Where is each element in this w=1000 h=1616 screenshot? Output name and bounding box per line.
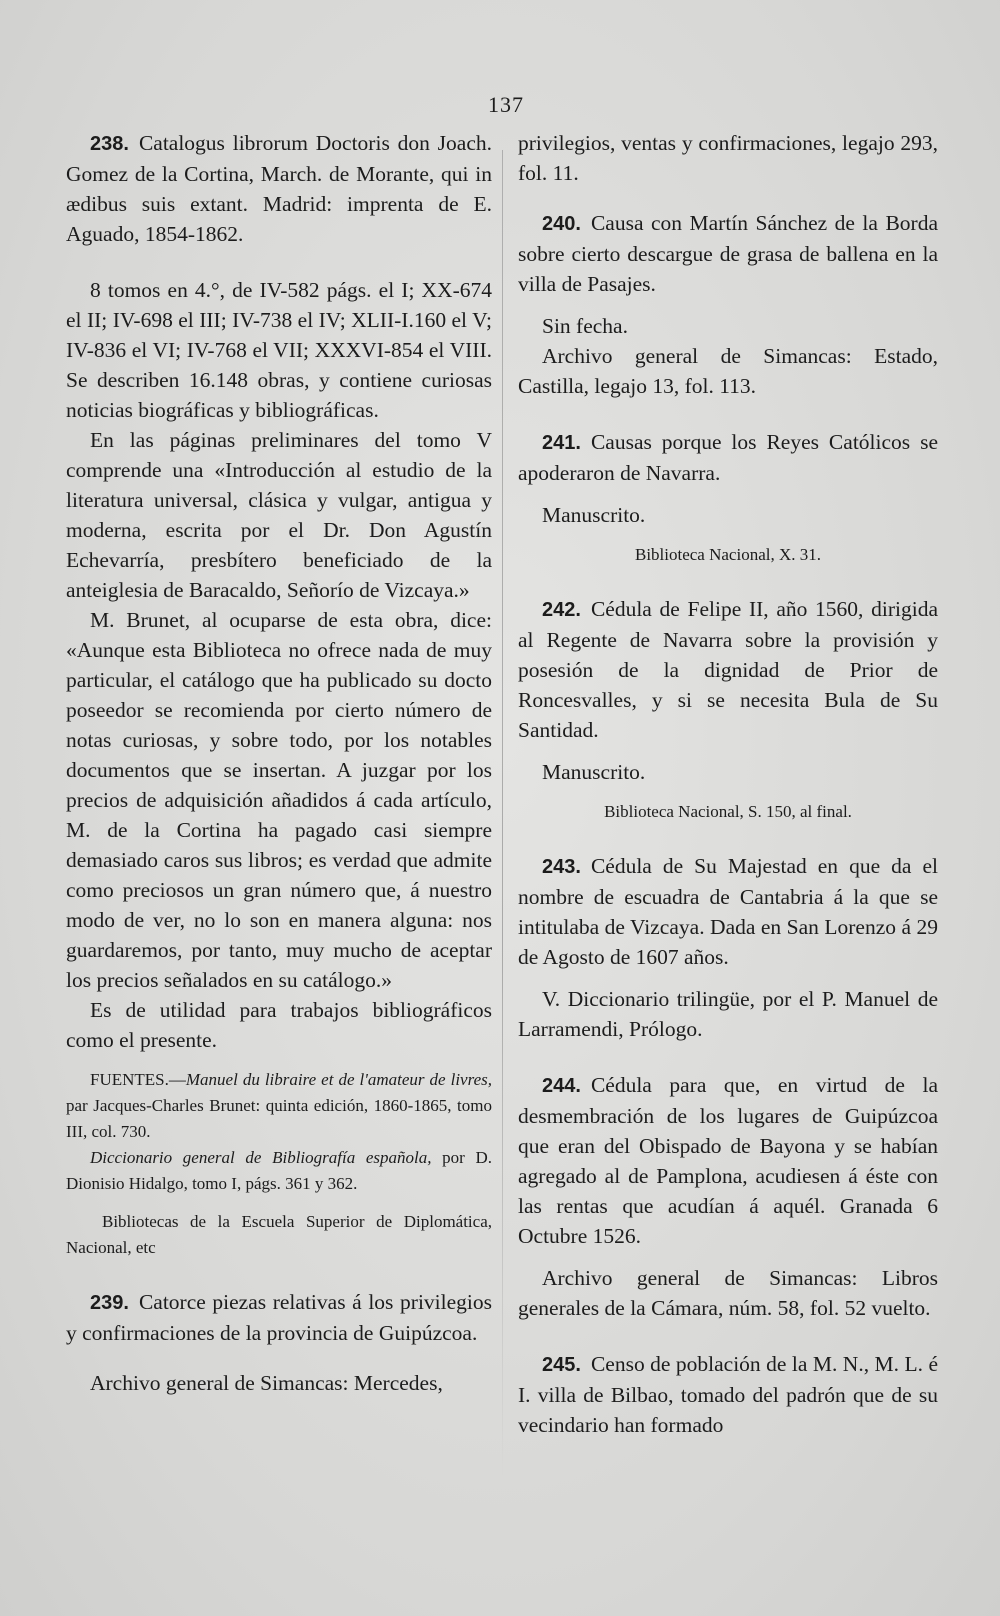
left-column xyxy=(66,128,492,1398)
entry-244-title xyxy=(518,1070,938,1251)
entry-239-archive-continued: privilegios, ventas y confirmaciones, legajo 293, fol. 11. xyxy=(518,131,938,185)
entry-242-location: Biblioteca Nacional, S. 150, al final. xyxy=(604,802,852,821)
entry-239-title xyxy=(66,1287,492,1348)
entry-number: 239. xyxy=(90,1292,129,1314)
entry-title: Causas porque los Reyes Católicos se apoderaron de Navarra. xyxy=(518,430,938,485)
entry-number: 244. xyxy=(542,1075,581,1097)
entry-number: 241. xyxy=(542,432,581,454)
entry-number: 245. xyxy=(542,1354,581,1376)
entry-241-title xyxy=(518,427,938,488)
entry-238-utility-note: Es de utilidad para trabajos bibliográficos como el presente. xyxy=(66,998,492,1052)
entry-title: Catalogus librorum Doctoris don Joach. Gomez de la Cortina, March. de Morante, qui in ædibus suis extant. Madrid: imprenta de E. Aguado, 1854-1862. xyxy=(66,131,492,246)
entry-238-brunet-quote: M. Brunet, al ocuparse de esta obra, dice: «Aunque esta Biblioteca no ofrece nada de muy particular, el catálogo que ha publicado su docto poseedor se recomienda por cierto número de notas curiosas, y sobre todo, por los notables documentos que se insertan. A juzgar por los precios de adquisición añadidos á cada artículo, M. de la Cortina ha pagado casi siempre demasiado caros sus libros; es verdad que admite como preciosos un gran número que, á nuestro modo de ver, no lo son en manera alguna: nos guardaremos, por tanto, muy mucho de aceptar los precios señalados en su catálogo.» xyxy=(66,608,492,992)
entry-238-title xyxy=(66,128,492,249)
entry-240-title xyxy=(518,208,938,299)
entry-242-title xyxy=(518,594,938,745)
entry-243-reference: V. Diccionario trilingüe, por el P. Manuel de Larramendi, Prólogo. xyxy=(518,987,938,1041)
entry-238-location: Bibliotecas de la Escuela Superior de Diplomática, Nacional, etc xyxy=(66,1212,492,1257)
entry-241-location: Biblioteca Nacional, X. 31. xyxy=(634,545,821,564)
sources-1: FUENTES.—Manuel du libraire et de l'amateur de livres, par Jacques-Charles Brunet: quinta edición, 1860-1865, tomo III, col. 730. xyxy=(66,1070,492,1141)
entry-238-introduction-note: En las páginas preliminares del tomo V comprende una «Introducción al estudio de la literatura universal, clásica y vulgar, antigua y moderna, escrita por el Dr. Don Agustín Echevarría, presbítero beneficiado de la anteiglesia de Baracaldo, Señorío de Vizcaya.» xyxy=(66,428,492,602)
entry-239-archive: Archivo general de Simancas: Mercedes, xyxy=(90,1371,443,1395)
page-number: 137 xyxy=(488,92,524,117)
entry-244-archive: Archivo general de Simancas: Libros generales de la Cámara, núm. 58, fol. 52 vuelto. xyxy=(518,1266,938,1320)
entry-title: Cédula de Felipe II, año 1560, dirigida al Regente de Navarra sobre la provisión y posesión de la dignidad de Prior de Roncesvalles, y si se necesita Bula de Su Santidad. xyxy=(518,597,938,742)
entry-238-description: 8 tomos en 4.°, de IV-582 págs. el I; XX-674 el II; IV-698 el III; IV-738 el IV; XLII-I.160 el V; IV-836 el VI; IV-768 el VII; XXXVI-854 el VIII. Se describen 16.148 obras, y contiene curiosas noticias biográficas y bibliográficas. xyxy=(66,278,492,422)
entry-title: Cédula para que, en virtud de la desmembración de los lugares de Guipúzcoa que eran del Obispado de Bayona y se habían agregado al de Pamplona, acudiesen á éste con las rentas que acudían á aquél. Granada 6 Octubre 1526. xyxy=(518,1073,938,1248)
entry-240-date: Sin fecha. xyxy=(542,314,628,338)
column-divider xyxy=(502,150,503,1480)
entry-241-type: Manuscrito. xyxy=(542,503,646,527)
entry-number: 238. xyxy=(90,133,129,155)
entry-240-archive: Archivo general de Simancas: Estado, Castilla, legajo 13, fol. 113. xyxy=(518,344,938,398)
entry-245-title xyxy=(518,1349,938,1440)
entry-title: Causa con Martín Sánchez de la Borda sobre cierto descargue de grasa de ballena en la villa de Pasajes. xyxy=(518,211,938,296)
entry-242-type: Manuscrito. xyxy=(542,760,646,784)
entry-title: Censo de población de la M. N., M. L. é I. villa de Bilbao, tomado del padrón que de su vecindario han formado xyxy=(518,1352,938,1437)
entry-number: 242. xyxy=(542,599,581,621)
right-column xyxy=(518,128,938,1440)
sources-2: Diccionario general de Bibliografía española, por D. Dionisio Hidalgo, tomo I, págs. 361 y 362. xyxy=(66,1148,492,1193)
entry-title: Cédula de Su Majestad en que da el nombre de escuadra de Cantabria á la que se intitulaba de Vizcaya. Dada en San Lorenzo á 29 de Agosto de 1607 años. xyxy=(518,854,938,969)
entry-number: 240. xyxy=(542,213,581,235)
entry-number: 243. xyxy=(542,856,581,878)
entry-243-title xyxy=(518,851,938,972)
entry-title: Catorce piezas relativas á los privilegios y confirmaciones de la provincia de Guipúzcoa. xyxy=(66,1290,492,1345)
